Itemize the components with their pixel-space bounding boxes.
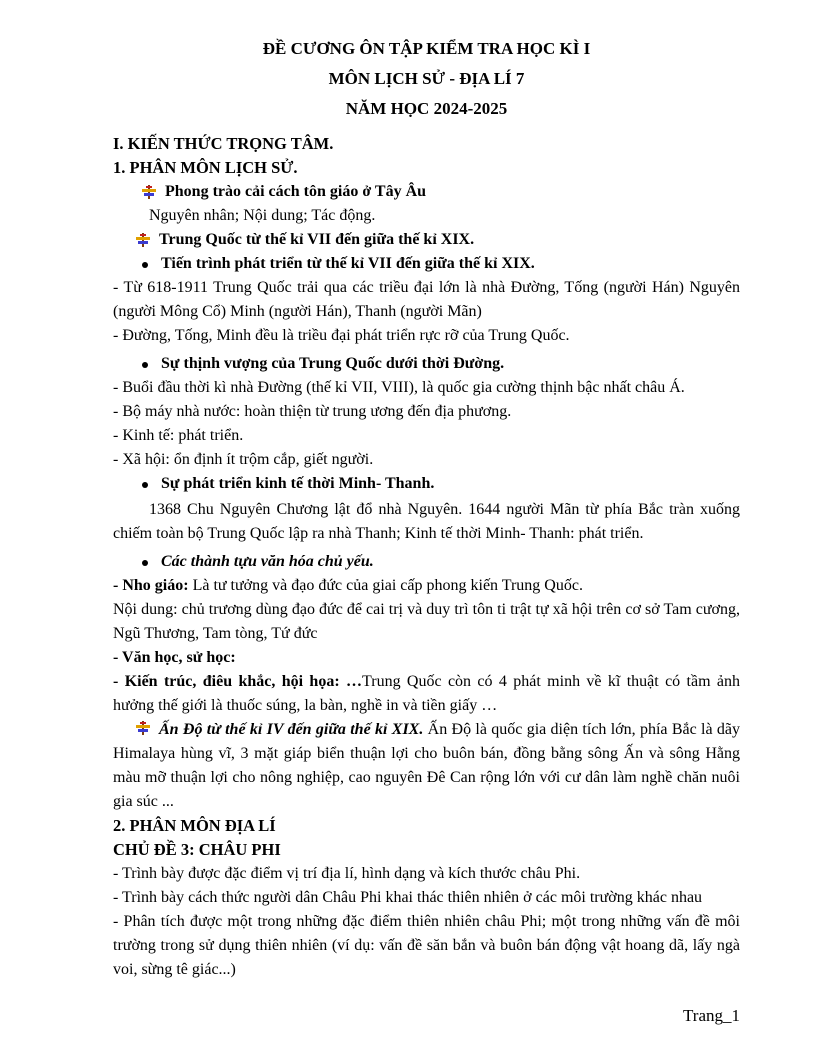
bullet-item: [113, 352, 740, 376]
nho-giao-line: [113, 574, 740, 598]
page-number: Trang_1: [683, 1006, 740, 1025]
text-line: - Trình bày cách thức người dân Châu Phi khai thác thiên nhiên ở các môi trường khác nhau: [113, 889, 703, 906]
bullet-item: [113, 550, 740, 574]
flag-bullet-icon: [135, 232, 151, 248]
bullet-dot-icon: [135, 352, 161, 376]
paragraph: 1368 Chu Nguyên Chương lật đổ nhà Nguyên. 1644 người Mãn từ phía Bắc tràn xuống chiếm toàn bộ Trung Quốc lập ra nhà Thanh; Kinh tế thời Minh- Thanh: phát triển.: [113, 501, 740, 542]
topic-china-title: Trung Quốc từ thế kỉ VII đến giữa thế kỉ XIX.: [159, 231, 475, 248]
topic-africa-heading: CHỦ ĐỀ 3: CHÂU PHI: [113, 840, 281, 859]
doc-title-line2: MÔN LỊCH SỬ - ĐỊA LÍ 7: [328, 69, 525, 88]
paragraph: - Từ 618-1911 Trung Quốc trải qua các triều đại lớn là nhà Đường, Tống (người Hán) Nguyên (người Mông Cổ) Minh (người Hán), Thanh (người Mãn): [113, 279, 740, 320]
bullet-text: Tiến trình phát triển từ thế kỉ VII đến giữa thế kỉ XIX.: [161, 255, 535, 272]
bullet-item: [113, 472, 740, 496]
subsection-history: 1. PHÂN MÔN LỊCH SỬ.: [113, 158, 298, 177]
topic-reform-title: Phong trào cải cách tôn giáo ở Tây Âu: [165, 183, 427, 200]
doc-title-line1: ĐỀ CƯƠNG ÔN TẬP KIỂM TRA HỌC KÌ I: [262, 39, 591, 58]
nho-giao-label: - Nho giáo:: [113, 577, 189, 594]
paragraph: - Đường, Tống, Minh đều là triều đại phát triển rực rỡ của Trung Quốc.: [113, 327, 570, 344]
bullet-dot-icon: [135, 550, 161, 574]
text-line: - Trình bày được đặc điểm vị trí địa lí, hình dạng và kích thước châu Phi.: [113, 865, 581, 882]
nho-giao-text: Là tư tưởng và đạo đức của giai cấp phong kiến Trung Quốc.: [188, 577, 583, 594]
text-line: - Xã hội: ổn định ít trộm cắp, giết người.: [113, 451, 374, 468]
topic-china-heading: [113, 228, 740, 252]
van-hoc-label: - Văn học, sử học:: [113, 649, 236, 666]
topic-india-text: Ấn Độ là quốc gia diện tích lớn, phía Bắc là dãy Himalaya hùng vĩ, 3 mặt giáp biển thuận lợi cho buôn bán, đồng bằng sông Ấn và sông Hằng màu mỡ thuận lợi cho nông nghiệp, cao nguyên Đê Can rộng lớn với cư dân làm nghề chăn nuôi gia súc ...: [113, 721, 740, 810]
bullet-dot-icon: [135, 472, 161, 496]
kien-truc-label: - Kiến trúc, điêu khắc, hội họa: …: [113, 673, 363, 690]
topic-india-title: Ấn Độ từ thế kỉ IV đến giữa thế kỉ XIX.: [159, 721, 424, 738]
subsection-geography: 2. PHÂN MÔN ĐỊA LÍ: [113, 816, 276, 835]
topic-reform-text: Nguyên nhân; Nội dung; Tác động.: [149, 207, 376, 224]
text-line: - Bộ máy nhà nước: hoàn thiện từ trung ương đến địa phương.: [113, 403, 512, 420]
text-line: - Phân tích được một trong những đặc điểm thiên nhiên châu Phi; một trong những vấn đề môi trường trong sử dụng thiên nhiên (ví dụ: vấn đề săn bắn và buôn bán động vật hoang dã, lấy ngà voi, sừng tê giác...): [113, 913, 740, 978]
kien-truc-text: Trung Quốc còn có 4 phát minh về kĩ thuật có tầm ảnh hưởng thế giới là thuốc súng, la bàn, nghề in và tiền giấy …: [113, 673, 740, 714]
text-line: - Buổi đầu thời kì nhà Đường (thế kỉ VII, VIII), là quốc gia cường thịnh bậc nhất châu Á.: [113, 379, 685, 396]
bullet-text: Sự phát triển kinh tế thời Minh- Thanh.: [161, 475, 435, 492]
document-page: [113, 36, 740, 982]
paragraph: Nội dung: chủ trương dùng đạo đức để cai trị và duy trì tôn ti trật tự xã hội trên cơ sở Tam cương, Ngũ Thương, Tam tòng, Tứ đức: [113, 601, 740, 642]
topic-india-paragraph: [113, 718, 740, 814]
bullet-item: [113, 252, 740, 276]
section-heading-1: I. KIẾN THỨC TRỌNG TÂM.: [113, 134, 334, 153]
bullet-text: Sự thịnh vượng của Trung Quốc dưới thời Đường.: [161, 355, 505, 372]
doc-title-line3: NĂM HỌC 2024-2025: [345, 99, 508, 118]
bullet-dot-icon: [135, 252, 161, 276]
topic-reform-heading: [113, 180, 740, 204]
bullet-text: Các thành tựu văn hóa chủ yếu.: [161, 553, 374, 570]
flag-bullet-icon: [141, 184, 157, 200]
kien-truc-paragraph: [113, 670, 740, 718]
flag-bullet-icon: [135, 720, 151, 736]
text-line: - Kinh tế: phát triển.: [113, 427, 244, 444]
